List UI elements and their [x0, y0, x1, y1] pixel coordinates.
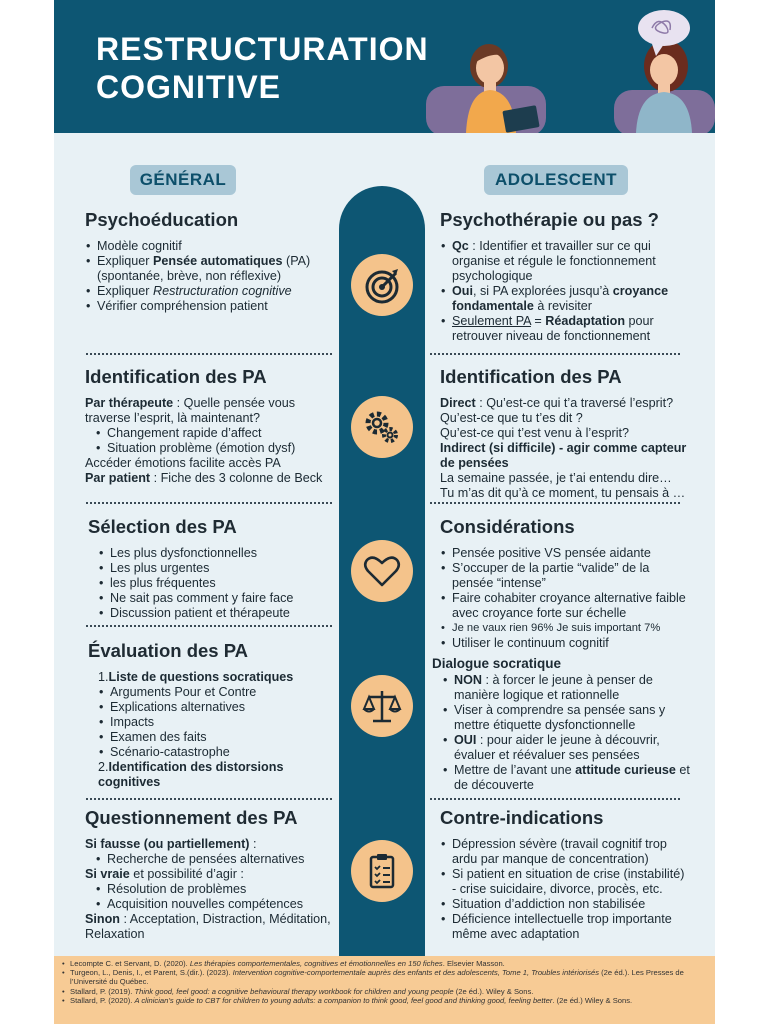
text: : Identifier et travailler sur ce qui organise et régule le fonctionnement psychologique — [452, 239, 656, 283]
left-section-questionnement — [85, 807, 335, 942]
text-bold: Si vraie — [85, 867, 130, 881]
list-item — [442, 733, 690, 763]
ref-text: . Elsevier Masson. — [442, 959, 505, 968]
ref-title: Les thérapies comportementales, cognitives et émotionnelles en 150 fiches — [189, 959, 443, 968]
pill-adolescent: ADOLESCENT — [484, 165, 628, 195]
subsection-title: Dialogue socratique — [432, 656, 562, 671]
ref-text: Lecompte C. et Servant, D. (2020). — [70, 959, 190, 968]
ref-title: Intervention cognitive-comportementale auprès des enfants et des adolescents, Tome 1, Troubles intériorisés — [232, 968, 600, 978]
section-title: Évaluation des PA — [88, 640, 249, 661]
list-item — [85, 254, 335, 284]
text: : Qu’est-ce qui t’a traversé l’esprit? — [475, 396, 674, 410]
text: = — [530, 314, 546, 328]
section-title: Identification des PA — [85, 366, 267, 387]
numbered-item — [88, 760, 338, 790]
item-italic: Restructuration cognitive — [153, 284, 292, 298]
title-line-1: RESTRUCTURATION — [96, 31, 429, 67]
list-item: • S’occuper de la partie “valide” de la pensée “intense” — [440, 561, 690, 591]
list-item: • Les plus urgentes — [98, 561, 338, 576]
list-item: • Utiliser le continuum cognitif — [440, 636, 690, 651]
list-item: • Discussion patient et thérapeute — [98, 606, 338, 621]
text-line — [440, 441, 690, 471]
list-item: • Arguments Pour et Contre — [98, 685, 338, 700]
list-item: • Explications alternatives — [98, 700, 338, 715]
list-item: • Acquisition nouvelles compétences — [95, 897, 335, 912]
text-bold: Réadaptation — [545, 314, 626, 328]
section-title: Considérations — [440, 516, 575, 537]
reference-item — [62, 996, 707, 1005]
text-line — [85, 837, 335, 852]
right-section-identification — [440, 366, 690, 501]
text: : Quelle pensée vous traverse l’esprit, là maintenant? — [85, 396, 296, 425]
text-line: Tu m’as dit qu’à ce moment, tu pensais à … — [440, 486, 686, 500]
item-text: Expliquer — [97, 284, 154, 298]
section-title: Sélection des PA — [88, 516, 237, 537]
text-bold: Par patient — [85, 471, 151, 485]
text-bold: croyance fondamentale — [452, 284, 669, 313]
text-line — [440, 396, 690, 411]
separator-left-2 — [86, 502, 332, 504]
text-bold: Oui — [452, 284, 473, 298]
reference-item — [62, 959, 707, 968]
list-item: • Résolution de problèmes — [95, 882, 335, 897]
text-bold: Liste de questions socratiques — [108, 670, 294, 684]
numbered-item — [88, 670, 338, 685]
section-title: Questionnement des PA — [85, 807, 298, 828]
item-text: Expliquer — [97, 254, 154, 268]
text-line — [85, 912, 335, 942]
text: : — [249, 837, 257, 851]
infographic-page — [54, 0, 715, 1024]
list-item: • Situation d’addiction non stabilisée — [440, 897, 690, 912]
item-text: (spontanée, brève, non réflexive) — [97, 269, 282, 283]
text-line: Qu’est-ce que tu t’es dit ? — [440, 411, 583, 425]
therapy-illustration — [424, 0, 715, 133]
list-item: • Si patient en situation de crise (instabilité) - crise suicidaire, divorce, procès, etc. — [440, 867, 690, 897]
text-line: Accéder émotions facilite accès PA — [85, 456, 281, 470]
left-section-selection — [88, 516, 338, 621]
text-bold: attitude curieuse — [575, 763, 676, 777]
list-item: • Ne sait pas comment y faire face — [98, 591, 338, 606]
list-item: • Recherche de pensées alternatives — [95, 852, 335, 867]
gears-icon — [351, 396, 413, 458]
separator-left-4 — [86, 798, 332, 800]
separator-right-2 — [430, 502, 680, 504]
reference-item — [62, 968, 707, 986]
title-line-2: COGNITIVE — [96, 69, 282, 105]
ref-title: A clinician’s guide to CBT for children to young adults: a companion to think good, feel good and thinking good, feeling better — [134, 995, 553, 1005]
text: et de découverte — [454, 763, 690, 792]
list-item — [440, 284, 690, 314]
left-section-psychoeducation — [85, 209, 335, 314]
left-section-evaluation — [88, 640, 338, 790]
item-text: Modèle cognitif — [97, 239, 182, 253]
header-banner — [54, 0, 715, 133]
text-line — [85, 867, 335, 882]
list-item: • Déficience intellectuelle trop importante même avec adaptation — [440, 912, 690, 942]
right-section-psychotherapie — [440, 209, 690, 344]
list-item: • Je ne vaux rien 96% Je suis important 7% — [440, 621, 690, 636]
text: : Acceptation, Distraction, Méditation, Relaxation — [85, 912, 331, 941]
list-item — [440, 314, 690, 344]
list-item — [442, 673, 690, 703]
right-section-dialogue — [432, 652, 690, 793]
ref-text: Stallard, P. (2019). — [70, 986, 135, 996]
text: : Fiche des 3 colonne de Beck — [150, 471, 323, 485]
list-item: • Impacts — [98, 715, 338, 730]
text-bold: Identification des distorsions cognitives — [98, 760, 284, 789]
separator-right-4 — [430, 798, 680, 800]
item-bold: Pensée automatiques — [153, 254, 283, 268]
list-item: • les plus fréquentes — [98, 576, 338, 591]
text: pour retrouver niveau de fonctionnement — [452, 314, 654, 343]
text-line — [85, 396, 335, 426]
list-item — [85, 284, 335, 299]
heart-icon — [351, 540, 413, 602]
references — [54, 956, 715, 1024]
text-line — [85, 471, 335, 486]
text: à revisiter — [533, 299, 592, 313]
list-item: • Viser à comprendre sa pensée sans y mettre étiquette dysfonctionnelle — [442, 703, 690, 733]
text-bold: NON — [454, 673, 482, 687]
text: Mettre de l’avant une — [454, 763, 576, 777]
text: , si PA explorées jusqu’à — [473, 284, 613, 298]
text-bold: Qc — [452, 239, 469, 253]
list-item: • Situation problème (émotion dysf) — [95, 441, 335, 456]
list-item: • Les plus dysfonctionnelles — [98, 546, 338, 561]
separator-left-1 — [86, 353, 332, 355]
text-bold: Sinon — [85, 912, 120, 926]
list-item: • Faire cohabiter croyance alternative faible avec croyance forte sur échelle — [440, 591, 690, 621]
right-section-considerations — [440, 516, 690, 651]
item-text: (PA) — [282, 254, 311, 268]
list-item: • Pensée positive VS pensée aidante — [440, 546, 690, 561]
ref-text: (2e éd.). Les Presses de l’Université du Québec. — [70, 968, 684, 987]
section-title: Identification des PA — [440, 366, 622, 387]
scales-icon — [351, 675, 413, 737]
ref-text: . (2e éd.) Wiley & Sons. — [552, 995, 633, 1005]
target-icon — [351, 254, 413, 316]
list-item — [442, 763, 690, 793]
text-line: Qu’est-ce qui t’est venu à l’esprit? — [440, 426, 629, 440]
pill-general: GÉNÉRAL — [130, 165, 236, 195]
text: et possibilité d’agir : — [129, 867, 244, 881]
text-line: La semaine passée, je t’ai entendu dire… — [440, 471, 672, 485]
text-bold: OUI — [454, 733, 477, 747]
item-text: Vérifier compréhension patient — [97, 299, 268, 313]
list-item: • Changement rapide d’affect — [95, 426, 335, 441]
separator-left-3 — [86, 625, 332, 627]
list-item — [85, 299, 335, 314]
text: : pour aider le jeune à découvrir, évaluer et réévaluer ses pensées — [454, 733, 660, 762]
ref-text: (2e éd.). Wiley & Sons. — [453, 986, 534, 996]
text-bold: Indirect (si difficile) - agir comme capteur de pensées — [440, 441, 687, 470]
ref-text: Stallard, P. (2020). — [70, 995, 135, 1005]
right-section-contre-indications — [440, 807, 690, 942]
checklist-icon — [351, 840, 413, 902]
section-title: Contre-indications — [440, 807, 604, 828]
list-item: • Examen des faits — [98, 730, 338, 745]
left-section-identification — [85, 366, 335, 486]
section-title: Psychoéducation — [85, 209, 239, 230]
text-bold: Par thérapeute — [85, 396, 174, 410]
page-title — [96, 30, 456, 106]
reference-item — [62, 987, 707, 996]
number: 2. — [98, 760, 109, 774]
ref-text: Turgeon, L., Denis, I., et Parent, S.(dir.). (2023). — [70, 968, 233, 978]
list-item — [85, 239, 335, 254]
list-item: • Scénario-catastrophe — [98, 745, 338, 760]
list-item — [440, 239, 690, 284]
text: : à forcer le jeune à penser de manière logique et rationnelle — [454, 673, 653, 702]
text-bold: Direct — [440, 396, 476, 410]
ref-title: Think good, feel good: a cognitive behavioural therapy workbook for children and young people — [134, 986, 454, 996]
text-underline: Seulement PA — [452, 314, 531, 328]
separator-right-1 — [430, 353, 680, 355]
text-bold: Si fausse (ou partiellement) — [85, 837, 250, 851]
number: 1. — [98, 670, 109, 684]
section-title: Psychothérapie ou pas ? — [440, 209, 659, 230]
list-item: • Dépression sévère (travail cognitif trop ardu par manque de concentration) — [440, 837, 690, 867]
